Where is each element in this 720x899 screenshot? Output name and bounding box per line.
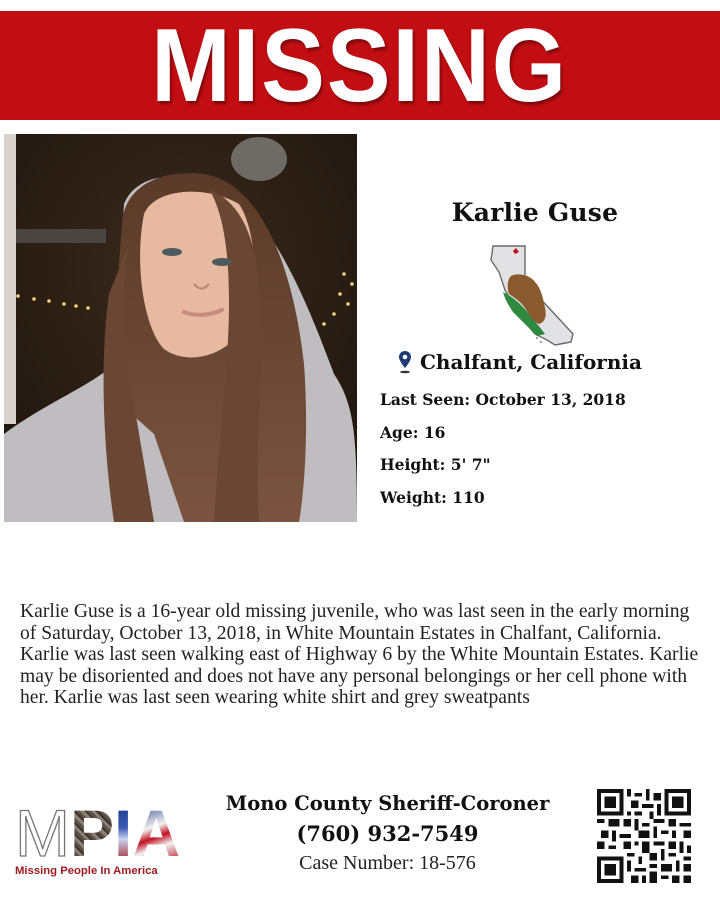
logo-letter-i: I xyxy=(114,796,133,870)
fact-label: Last Seen: xyxy=(380,390,471,409)
logo-letters xyxy=(15,796,185,870)
logo-tagline: Missing People In America xyxy=(15,865,158,877)
fact-value: October 13, 2018 xyxy=(475,390,626,409)
qr-code-icon[interactable] xyxy=(597,789,691,883)
logo-letter-p: P xyxy=(69,796,115,870)
contact-info xyxy=(200,790,575,876)
fact-age xyxy=(380,423,626,456)
missing-person-photo xyxy=(4,134,357,522)
fact-label: Weight: xyxy=(380,487,447,507)
fact-label: Height: xyxy=(380,455,446,474)
person-facts xyxy=(380,390,626,520)
case-description: Karlie Guse is a 16-year old missing juvenile, who was last seen in the early morning of Saturday, October 13, 2018, in White Mountain Estates in Chalfant, California. Karlie was last seen walking east of Highway 6 by the White Mountain Estates. Karlie may be disoriented and does not have any personal belongings or her cell phone with her. Karlie was last seen wearing white shirt and grey sweatpants xyxy=(20,601,699,708)
fact-value: 5' 7" xyxy=(450,455,491,474)
last-known-location xyxy=(398,350,642,374)
banner-title: MISSING xyxy=(151,7,569,124)
missing-banner xyxy=(0,7,720,124)
fact-weight xyxy=(380,488,626,521)
agency-name: Mono County Sheriff-Coroner xyxy=(225,792,550,815)
mpia-logo xyxy=(15,796,185,880)
location-text: Chalfant, California xyxy=(420,350,642,374)
logo-letter-m: M xyxy=(15,796,70,870)
fact-value: 16 xyxy=(423,422,446,442)
fact-height xyxy=(380,455,626,488)
portrait-image xyxy=(4,134,357,522)
california-state-map-icon xyxy=(485,242,585,347)
fact-label: Age: xyxy=(380,422,419,442)
person-name: Karlie Guse xyxy=(451,198,619,227)
fact-value: 110 xyxy=(452,487,485,507)
case-number: Case Number: 18-576 xyxy=(299,852,476,874)
logo-letter-a: A xyxy=(132,796,181,870)
map-pin-icon xyxy=(398,350,412,374)
fact-last-seen xyxy=(380,390,626,423)
contact-phone[interactable]: (760) 932-7549 xyxy=(296,821,479,846)
